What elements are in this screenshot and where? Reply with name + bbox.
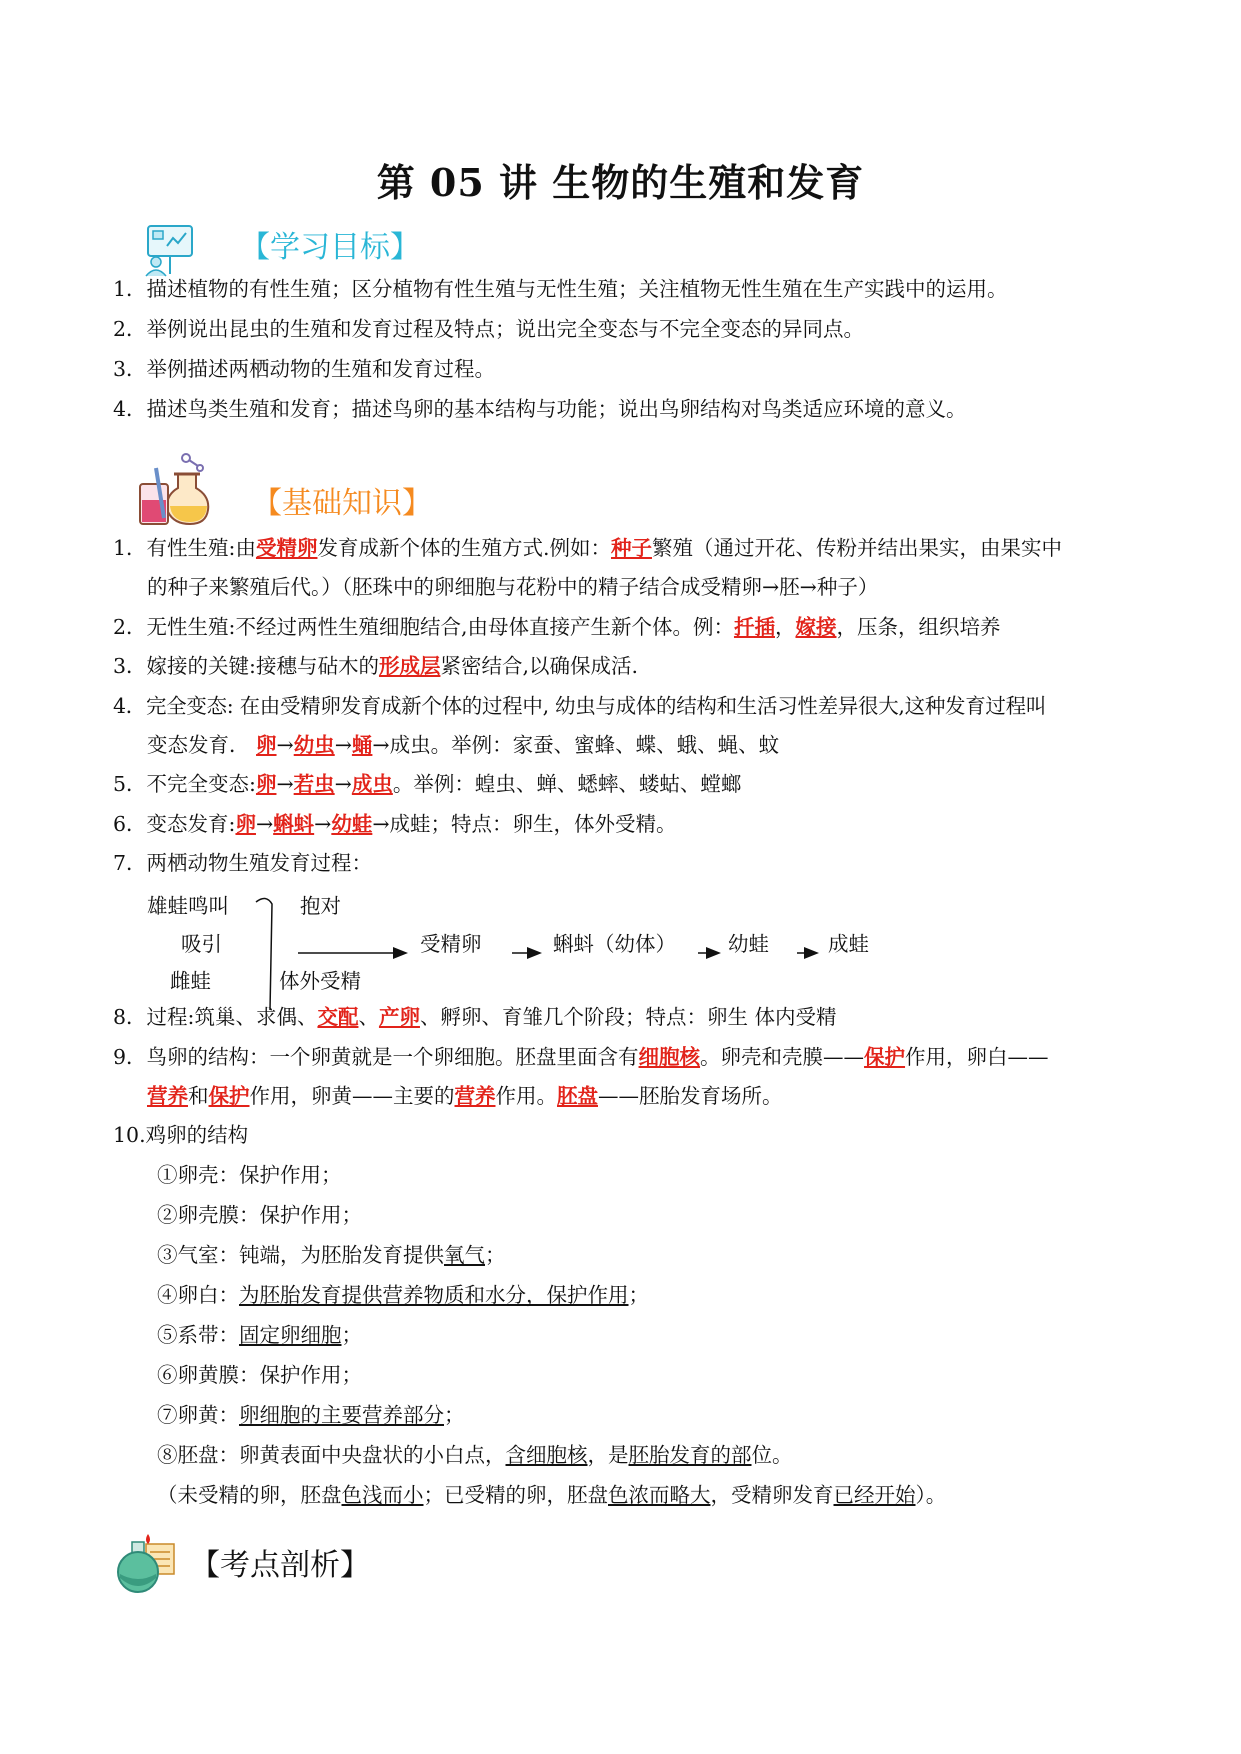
diagram-external-fertilization: 体外受精 (279, 969, 361, 993)
knowledge-item-1-cont: 的种子来繁殖后代。）（胚珠中的卵细胞与花粉中的精子结合成受精卵→胚→种子） (147, 575, 879, 599)
arrow-1-head (393, 947, 408, 959)
knowledge-item-8: 8．过程:筑巢、求偶、交配、产卵、孵卵、育雏几个阶段；特点：卵生 体内受精 (113, 1005, 837, 1029)
diagram-male-frog: 雄蛙鸣叫 (147, 894, 229, 918)
knowledge-item-6: 6．变态发育:卵→蝌蚪→幼蛙→成蛙；特点：卵生，体外受精。 (113, 812, 677, 836)
knowledge-item-3: 3．嫁接的关键:接穗与砧木的形成层紧密结合,以确保成活. (113, 654, 638, 678)
egg-part-air-cell: ③气室：钝端，为胚胎发育提供氧气； (157, 1243, 506, 1267)
goal-item: 1．描述植物的有性生殖；区分植物有性生殖与无性生殖；关注植物无性生殖在生产实践中的运用。 (113, 277, 1008, 301)
knowledge-item-1: 1．有性生殖:由受精卵发育成新个体的生殖方式.例如：种子繁殖（通过开花、传粉并结出果实，由果实中 (113, 536, 1062, 560)
knowledge-item-5: 5．不完全变态:卵→若虫→成虫。举例：蝗虫、蝉、蟋蟀、蝼蛄、螳螂 (113, 772, 742, 796)
diagram-tadpole: 蝌蚪（幼体） (553, 932, 676, 956)
egg-part-germinal-disc: ⑧胚盘：卵黄表面中央盘状的小白点，含细胞核，是胚胎发育的部位。 (157, 1443, 793, 1467)
goal-item: 4．描述鸟类生殖和发育；描述鸟卵的基本结构与功能；说出鸟卵结构对鸟类适应环境的意义。 (113, 397, 967, 421)
diagram-bracket (256, 898, 272, 1010)
analysis-heading: 【考点剖析】 (190, 1548, 370, 1583)
egg-part-yolk: ⑦卵黄：卵细胞的主要营养部分； (157, 1403, 465, 1427)
analysis-heading-wrap (190, 1540, 370, 1584)
arrow-3-head (706, 947, 721, 959)
diagram-fertilized-egg: 受精卵 (420, 932, 482, 956)
arrow-2-head (527, 947, 542, 959)
egg-part-shell-membrane: ②卵壳膜：保护作用； (157, 1203, 362, 1227)
knowledge-item-10: 10.鸡卵的结构 (113, 1123, 249, 1147)
page-title: 第 05 讲 生物的生殖和发育 (376, 160, 865, 205)
knowledge-item-9: 9．鸟卵的结构：一个卵黄就是一个卵细胞。胚盘里面含有细胞核。卵壳和壳膜——保护作用，卵白—— (113, 1045, 1049, 1069)
diagram-adult-frog: 成蛙 (828, 932, 869, 956)
knowledge-item-2: 2．无性生殖:不经过两性生殖细胞结合,由母体直接产生新个体。例：扦插，嫁接，压条，组织培养 (113, 615, 1001, 639)
knowledge-item-7: 7．两栖动物生殖发育过程： (113, 851, 373, 875)
knowledge-item-4: 4．完全变态: 在由受精卵发育成新个体的过程中, 幼虫与成体的结构和生活习性差异很大,这种发育过程叫 (113, 694, 1047, 718)
egg-part-albumen: ④卵白：为胚胎发育提供营养物质和水分，保护作用； (157, 1283, 649, 1307)
diagram-froglet: 幼蛙 (728, 932, 769, 956)
diagram-female-frog: 雌蛙 (170, 969, 211, 993)
arrow-4-head (804, 947, 819, 959)
knowledge-item-9-cont: 营养和保护作用，卵黄——主要的营养作用。胚盘——胚胎发育场所。 (147, 1084, 783, 1108)
egg-part-yolk-membrane: ⑥卵黄膜：保护作用； (157, 1363, 362, 1387)
diagram-embrace: 抱对 (300, 894, 341, 918)
goal-item: 2．举例说出昆虫的生殖和发育过程及特点；说出完全变态与不完全变态的异同点。 (113, 317, 865, 341)
knowledge-item-4-cont: 变态发育． 卵→幼虫→蛹→成虫。举例：家蚕、蜜蜂、蝶、蛾、蝇、蚊 (147, 733, 780, 757)
goal-item: 3．举例描述两栖动物的生殖和发育过程。 (113, 357, 496, 381)
egg-part-shell: ①卵壳：保护作用； (157, 1163, 342, 1187)
basic-knowledge-heading: 【基础知识】 (252, 486, 432, 521)
diagram-attract: 吸引 (181, 932, 222, 956)
egg-germinal-disc-note: （未受精的卵，胚盘色浅而小；已受精的卵，胚盘色浓而略大，受精卵发育已经开始）。 (157, 1483, 947, 1507)
test-flask-icon (116, 1528, 182, 1594)
learning-goals-heading: 【学习目标】 (240, 230, 420, 265)
egg-part-chalaza: ⑤系带：固定卵细胞； (157, 1323, 362, 1347)
